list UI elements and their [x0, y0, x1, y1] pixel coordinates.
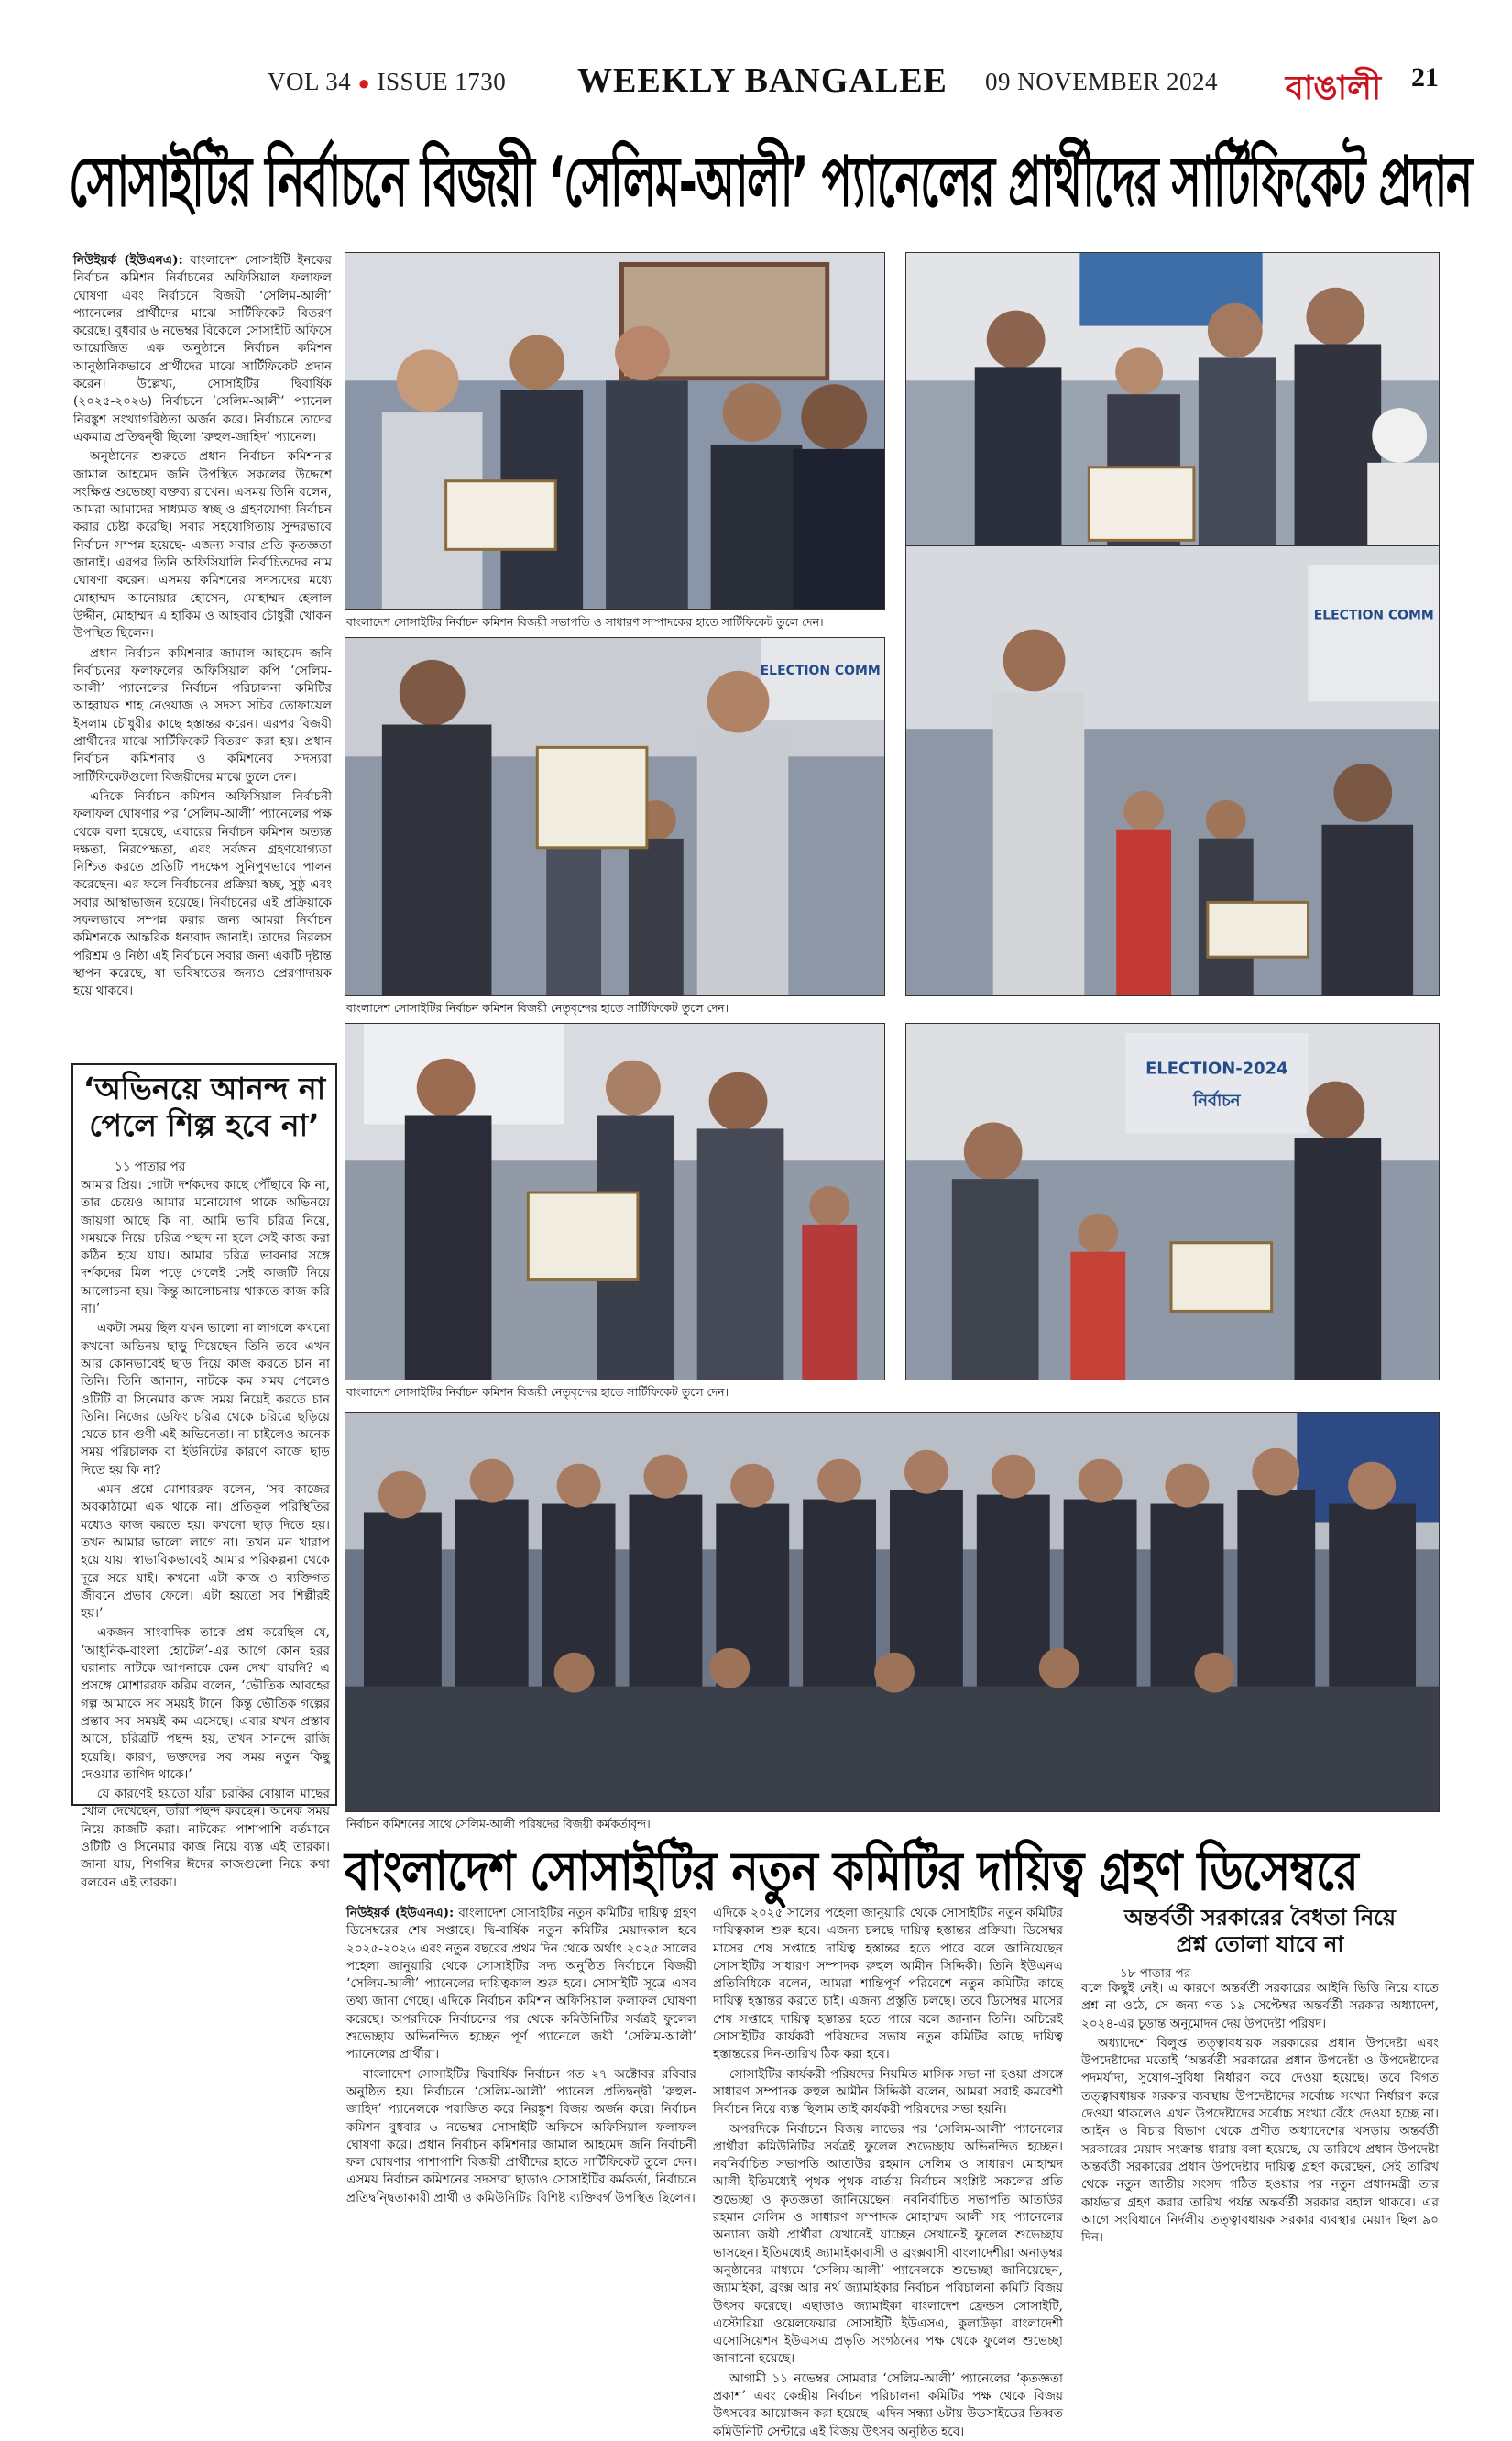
issue-date: 09 NOVEMBER 2024 — [985, 68, 1219, 95]
feature-body — [81, 1177, 330, 1890]
feature-title-line-1: ‘অভিনয়ে আনন্দ না — [82, 1071, 326, 1106]
feature-para-5: যে কারণেই হয়তো যাঁরা চরকির বোয়াল মাছের খোল দেখেছেন, তাঁরা পছন্দ করছেন। অনেক সময় নিয়ে কাজটি করা। নাটকের পাশাপাশি বর্তমানে ওটিটি ও সিনেমার কাজ নিয়ে ব্যস্ত এই তারকা। জানা যায়, শিগগির ঈদের কাজগুলো নিয়ে কথা বলবেন এই তারকা। — [81, 1787, 330, 1890]
article1-para-4: এদিকে নির্বাচন কমিশন অফিসিয়াল নির্বাচনী ফলাফল ঘোষণার পর ‘সেলিম-আলী’ প্যানেলের পক্ষ থেকে বলা হয়েছে, এবারের নির্বাচন কমিশন অত্যন্ত দক্ষতা, নিরপেক্ষতা, এবং সর্বজন গ্রহণযোগ্যতা নিশ্চিত করতে প্রতিটি পদক্ষেপ সুনিপুণভাবে পালন করেছেন। এর ফলে নির্বাচনের প্রক্রিয়া স্বচ্ছ, সুষ্ঠু এবং সবার আস্থাভাজন হয়েছে। নির্বাচনের এই প্রক্রিয়াকে সফলভাবে সম্পন্ন করার জন্য আমরা নির্বাচন কমিশনকে আন্তরিক ধন্যবাদ জানাই। তাদের নিরলস পরিশ্রম ও নিষ্ঠা এই নির্বাচনে সবার জন্য একটি দৃষ্টান্ত স্থাপন করেছে, যা ভবিষ্যতের জন্যও প্রেরণাদায়ক হয়ে থাকবে। — [73, 788, 332, 999]
article2-para-2: বাংলাদেশ সোসাইটির দ্বিবার্ষিক নির্বাচন গত ২৭ অক্টোবর রবিবার অনুষ্ঠিত হয়। নির্বাচনে ‘সেলিম-আলী’ প্যানেল প্রতিদ্বন্দ্বী ‘রুহুল-জাহিদ’ প্যানেলকে পরাজিত করে নিরঙ্কুশ বিজয় অর্জন করে। নির্বাচন কমিশন বুধবার ৬ নভেম্বর সোসাইটি অফিসে অফিসিয়াল ফলাফল ঘোষণা করে। প্রধান নির্বাচন কমিশনার জামাল আহমেদ জনি নির্বাচনী ফল ঘোষণার পাশাপাশি বিজয়ী প্রার্থীদের হাতে সার্টিফিকেট তুলে দেন। এসময় নির্বাচন কমিশনের সদস্যরা ছাড়াও সোসাইটির কর্মকর্তা, নির্বাচনে প্রতিদ্বন্দ্বিতাকারী প্রার্থী ও কমিউনিটির বিশিষ্ট ব্যক্তিবর্গ উপস্থিত ছিলেন। — [346, 2066, 696, 2205]
article2-para-1: নিউইয়র্ক (ইউএনএ): বাংলাদেশ সোসাইটির নতুন কমিটির দায়িত্ব গ্রহণ ডিসেম্বরের শেষ সপ্তাহে। দ্বি-বার্ষিক নতুন কমিটির মেয়াদকাল হবে ২০২৫-২০২৬ এবং নতুন বছরের প্রথম দিন থেকে অর্থাৎ ২০২৫ সালের পহেলা জানুয়ারি থেকে সোসাইটির সদ্য অনুষ্ঠিত নির্বাচনে বিজয়ী ‘সেলিম-আলী’ প্যানেলের দায়িত্বকাল শুরু হবে। সোসাইটি সূত্রে এসব তথ্য জানা গেছে। এদিকে নির্বাচন কমিশন অফিসিয়াল ফলাফল ঘোষণা করেছে। অপরদিকে নির্বাচনের পর থেকে কমিউনিটির সর্বত্রই ফুলেল শুভেচ্ছায় অভিনন্দিত হচ্ছেন পূর্ণ প্যানেলে জয়ী ‘সেলিম-আলী’ প্যানেলের প্রার্থীরা। — [346, 1906, 697, 2062]
second-headline: বাংলাদেশ সোসাইটির নতুন কমিটির দায়িত্ব গ্রহণ ডিসেম্বরে — [345, 1840, 1359, 1903]
photo-caption-3: বাংলাদেশ সোসাইটির নির্বাচন কমিশন বিজয়ী নেতৃবৃন্দের হাতে সার্টিফিকেট তুলে দেন। — [346, 1385, 729, 1399]
photo-caption-2: বাংলাদেশ সোসাইটির নির্বাচন কমিশন বিজয়ী নেতৃবৃন্দের হাতে সার্টিফিকেট তুলে দেন। — [346, 1001, 729, 1015]
article2-para-3: এদিকে ২০২৫ সালের পহেলা জানুয়ারি থেকে সোসাইটির নতুন কমিটির দায়িত্বকাল শুরু হবে। এজন্য চলছে দায়িত্ব হস্তান্তর প্রক্রিয়া। ডিসেম্বর মাসের শেষ সপ্তাহে দায়িত্ব হস্তান্তর হতে পারে বলে জানিয়েছেন সোসাইটির সাধারণ সম্পাদক রুহুল আমীন সিদ্দিকী। তিনি ইউএনএ প্রতিনিধিকে বলেন, আমরা শান্তিপূর্ণ পরিবেশে নতুন কমিটির কাছে দায়িত্ব হস্তান্তর করতে চাই। এজন্য প্রস্তুতি চলছে। তবে ডিসেম্বর মাসের শেষ সপ্তাহে দায়িত্ব হস্তান্তর হতে পারে বলে জানান তিনি। অচিরেই সোসাইটির কার্যকরী পরিষদের সভায় নতুন কমিটির কাছে দায়িত্ব হস্তান্তরের দিন-তারিখ ঠিক করা হবে। — [713, 1906, 1063, 2062]
article3-body — [1081, 1980, 1439, 2246]
masthead-vol — [268, 68, 506, 96]
feature-para-1: আমার প্রিয়। গোটা দর্শকদের কাছে পৌঁছাবে কি না, তার চেয়েও আমার মনোযোগ থাকে অভিনয়ে জায়গা আছে কি না, আমি ভাবি চরিত্র নিয়ে, সময়কে নিয়ে। চরিত্র পছন্দ না হলে সেই কাজ করা কঠিন হয়ে যায়। আমার চরিত্র ভাবনার সঙ্গে দর্শকদের মিল পড়ে গেলেই সেই কাজটি নিয়ে আলোচনা হয়। কিন্তু আলোচনায় থাকতে কাজ করি না।’ — [81, 1178, 330, 1317]
feature-title-line-2: পেলে শিল্প হবে না’ — [89, 1107, 320, 1144]
article3-page-ref: ১৮ পাতার পর — [1120, 1966, 1191, 1981]
article1-body — [73, 252, 332, 1054]
article2-col-2 — [713, 1905, 1063, 2439]
banner-text-4: নির্বাচন — [1193, 1091, 1241, 1111]
bullet-dot-icon: ● — [357, 71, 371, 94]
page-number: 21 — [1411, 62, 1439, 93]
logo-text: বাঙালী — [1285, 70, 1382, 107]
article1-para-1: নিউইয়র্ক (ইউএনএ): বাংলাদেশ সোসাইটি ইনকের নির্বাচন কমিশন নির্বাচনের অফিসিয়াল ফলাফল ঘোষণা এবং নির্বাচনে বিজয়ী ‘সেলিম-আলী’ প্যানেলের প্রার্থীদের মাঝে সার্টিফিকেট বিতরণ করেছে। বুধবার ৬ নভেম্বর বিকেলে সোসাইটি অফিসে আয়োজিত এক অনুষ্ঠানে নির্বাচন কমিশন আনুষ্ঠানিকভাবে প্রার্থীদের মাঝে সার্টিফিকেট প্রদান করেন। উল্লেখ্য, সোসাইটির দ্বিবার্ষিক (২০২৫-২০২৬) নির্বাচনে ‘সেলিম-আলী’ প্যানেল নিরঙ্কুশ সংখ্যাগরিষ্ঠতা অর্জন করে। নির্বাচনে তাদের একমাত্র প্রতিদ্বন্দ্বী ছিলো ‘রুহুল-জাহিদ’ প্যানেল। — [73, 253, 332, 445]
photo-certificate-4 — [905, 545, 1440, 996]
feature-para-3: এমন প্রশ্নে মোশাররফ বলেন, ‘সব কাজের অবকাঠামো এক থাকে না। প্রতিকূল পরিস্থিতির মধ্যেও কাজ করতে হয়। কখনো ছাড় দিতে হয়। তখন আমার ভালো লাগে না। তখন মন খারাপ হয়ে যায়। স্বাভাবিকভাবেই আমার পরিকল্পনা থেকে দূরে সরে যাই। কখনো এটা কাজ ও ব্যক্তিগত জীবনে প্রভাব ফেলে। এটা হয়তো সব শিল্পীরই হয়।’ — [81, 1482, 330, 1622]
volume-number: VOL 34 — [268, 68, 352, 95]
article3-title — [1081, 1905, 1439, 1959]
article2-para-5: অপরদিকে নির্বাচনে বিজয় লাভের পর ‘সেলিম-আলী’ প্যানেলের প্রার্থীরা কমিউনিটির সর্বত্রই ফুলেল শুভেচ্ছায় অভিনন্দিত হচ্ছেন। নবনির্বাচিত সভাপতি আতাউর রহমান সেলিম ও সাধারণ মোহাম্মদ আলী ইতিমধ্যেই পৃথক পৃথক বার্তায় নির্বাচন সংশ্লিষ্ট সকলের প্রতি শুভেচ্ছা ও কৃতজ্ঞতা জানিয়েছেন। নবনির্বাচিত সভাপতি আতাউর রহমান সেলিম ও সাধারণ সম্পাদক মোহাম্মদ আলী সহ প্যানেলের অন্যান্য জয়ী প্রার্থীরা যেখানেই যাচ্ছেন সেখানেই ফুলেল শুভেচ্ছায় ভাসছেন। ইতিমধ্যেই জ্যামাইকাবাসী ও ব্রংক্সবাসী বাংলাদেশীরা অনাড়ম্বর অনুষ্ঠানের মাধ্যমে ‘সেলিম-আলী’ প্যানেলকে শুভেচ্ছা জানিয়েছেন, জ্যামাইকা, ব্রংক্স আর নর্থ জ্যামাইকার নির্বাচন পরিচালনা কমিটি বিজয় উৎসব করেছে। এছাড়াও জ্যামাইকা বাংলাদেশ ফ্রেন্ডস সোসাইটি, এস্টোরিয়া ওয়েলফেয়ার সোসাইটি ইউএসএ, কুলাউড়া বাংলাদেশী এসোসিয়েশন ইউএসএ প্রভৃতি সংগঠনের পক্ষ থেকে ফুলেল শুভেচ্ছা জানানো হয়েছে। — [713, 2121, 1063, 2367]
paper-name: WEEKLY BANGALEE — [577, 61, 948, 100]
article1-para-3: প্রধান নির্বাচন কমিশনার জামাল আহমেদ জনি নির্বাচনের ফলাফলের অফিসিয়াল কপি ‘সেলিম-আলী’ প্যানেলের নির্বাচন পরিচালনা কমিটির আহ্বায়ক শাহ নেওয়াজ ও সদস্য সচিব তোফায়েল ইসলাম চৌধুরীর কাছে হস্তান্তর করেন। এরপর বিজয়ী প্রার্থীদের মাঝে সার্টিফিকেট বিতরণ করা হয়। প্রধান নির্বাচন কমিশনার ও কমিশনের সদস্যরা সার্টিফিকেটগুলো বিজয়ীদের মাঝে তুলে দেন। — [73, 645, 332, 785]
photo-caption-1: বাংলাদেশ সোসাইটির নির্বাচন কমিশন বিজয়ী সভাপতি ও সাধারণ সম্পাদকের হাতে সার্টিফিকেট তুলে দেন। — [346, 615, 824, 629]
article2-col-1 — [346, 1905, 697, 2205]
article3-para-1: বলে কিছুই নেই। এ কারণে অন্তর্বর্তী সরকারের আইনি ভিত্তি নিয়ে যাতে প্রশ্ন না ওঠে, সে জন্য গত ১৯ সেপ্টেম্বর অন্তর্বর্তী সরকার অধ্যাদেশ, ২০২৪-এর চূড়ান্ত অনুমোদন দেয় উপদেষ্টা পরিষদ। — [1081, 1981, 1439, 2031]
photo-caption-4: নির্বাচন কমিশনের সাথে সেলিম-আলী পরিষদের বিজয়ী কর্মকর্তাবৃন্দ। — [346, 1817, 651, 1831]
photo-certificate-6 — [905, 1023, 1440, 1380]
feature-para-2: একটা সময় ছিল যখন ভালো না লাগলে কখনো কখনো অভিনয় ছাড়ু দিয়েছেন তিনি তবে এখন আর কোনভাবেই ছাড় দিয়ে কাজ করতে চান না তিনি। তিনি জানান, নাটকে কম সময় পেলেও ওটিটি বা সিনেমার কাজ সময় নিয়েই করতে চান তিনি। নিজের ডেফিং চরিত্র থেকে চরিত্রে ছড়িয়ে যেতে চান গুণী এই অভিনেতা। না চাইলেও অনেক সময় পরিচালক বা ইউনিটের কারণে কাজে ছাড় দিতে হয় কি না? — [81, 1321, 330, 1478]
photo-certificate-1 — [345, 252, 885, 610]
feature-page-ref: ১১ পাতার পর — [115, 1160, 186, 1174]
article2-para-4: সোসাইটির কার্যকরী পরিষদের নিয়মিত মাসিক সভা না হওয়া প্রসঙ্গে সাধারণ সম্পাদক রুহুল আমীন সিদ্দিকী বলেন, আমরা সবাই কমবেশী নির্বাচন নিয়ে ব্যস্ত ছিলাম তাই কার্যকরী পরিষদের সভা হয়নি। — [713, 2066, 1063, 2117]
photo-group — [345, 1412, 1440, 1812]
photo-certificate-5 — [345, 1023, 885, 1380]
banner-text-3: ELECTION-2024 — [1145, 1059, 1288, 1079]
feature-para-4: একজন সাংবাদিক তাকে প্রশ্ন করেছিল যে, ‘আধুনিক-বাংলা হোটেল’-এর আগে কোন হরর ঘরানার নাটকে আপনাকে কেন দেখা যায়নি? এ প্রসঙ্গে মোশাররফ করিম বলেন, ‘ভৌতিক আবহের গল্প আমাকে সব সময়ই টানে। কিন্তু ভৌতিক গল্পের প্রস্তাব সব সময়ই কম এসেছে। এবার যখন প্রস্তাব আসে, চরিত্রটি পছন্দ হয়, তখন সানন্দে রাজি হয়েছি। কারণ, ভক্তদের সব সময় নতুন কিছু দেওয়ার তাগিদ থাকে।’ — [81, 1625, 330, 1782]
main-headline: সোসাইটির নির্বাচনে বিজয়ী ‘সেলিম-আলী’ প্যানেলের প্রার্থীদের সার্টিফিকেট প্রদান — [69, 141, 1472, 224]
article3-title-line-2: প্রশ্ন তোলা যাবে না — [1176, 1931, 1344, 1958]
article1-para-2: অনুষ্ঠানের শুরুতে প্রধান নির্বাচন কমিশনার জামাল আহমেদ জনি উপস্থিত সকলের উদ্দেশে সংক্ষিপ্ত শুভেচ্ছা বক্তব্য রাখেন। এসময় তিনি বলেন, আমরা আমাদের সাধ্যমত স্বচ্ছ ও গ্রহণযোগ্য নির্বাচন করার চেষ্টা করেছি। সবার সহযোগিতায় সুন্দরভাবে নির্বাচন সম্পন্ন হয়েছে- এজন্য সবার প্রতি কৃতজ্ঞতা জানাই। এরপর তিনি অফিসিয়ালি নির্বাচিতদের নাম ঘোষণা করেন। এসময় কমিশনের সদস্যদের মধ্যে মোহাম্মদ আনোয়ার হোসেন, মোহাম্মদ হেলাল উদ্দীন, মোহাম্মদ এ হাকিম ও আহবাব চৌধুরী খোকন উপস্থিত ছিলেন। — [73, 449, 332, 642]
paper-logo — [1274, 55, 1393, 108]
article2-dateline: নিউইয়র্ক (ইউএনএ): — [346, 1906, 455, 1920]
banner-text-2: ELECTION COMM — [1313, 608, 1434, 623]
article3-para-2: অধ্যাদেশে বিলুপ্ত তত্ত্বাবধায়ক সরকারের প্রধান উপদেষ্টা এবং উপদেষ্টাদের মতোই ‘অন্তর্বর্তী সরকারের প্রধান উপদেষ্টা ও উপদেষ্টাদের পদমর্যাদা, সুযোগ-সুবিধা নির্ধারণ করে দেওয়া হয়েছে। তবে বিগত তত্ত্বাবধায়ক সরকার ব্যবস্থায় উপদেষ্টাদের সর্বোচ্চ সংখ্যা নির্ধারণ করে দেওয়া থাকলেও এখন উপদেষ্টাদের সর্বোচ্চ সংখ্যা বেঁধে দেওয়া হচ্ছে না। আইন ও বিচার বিভাগ থেকে প্রণীত অধ্যাদেশের খসড়ায় অন্তর্বর্তী সরকারের মেয়াদ সংক্রান্ত ধারায় বলা হয়েছে, যে তারিখে প্রধান উপদেষ্টা অন্তর্বর্তী সরকারের প্রধান উপদেষ্টার দায়িত্ব গ্রহণ করেছেন, সেই তারিখ থেকে নতুন জাতীয় সংসদ গঠিত হওয়ার পর নতুন প্রধানমন্ত্রী তার কার্যভার গ্রহণ করার তারিখ পর্যন্ত অন্তর্বর্তী সরকার বহাল থাকবে। এর আগে সংবিধানে নির্দলীয় তত্ত্বাবধায়ক সরকার ব্যবস্থার মেয়াদ ছিল ৯০ দিন। — [1081, 2035, 1439, 2246]
article3-title-line-1: অন্তর্বর্তী সরকারের বৈধতা নিয়ে — [1124, 1905, 1396, 1930]
banner-text-1: ELECTION COMM — [760, 663, 881, 678]
article2-para-6: আগামী ১১ নভেম্বর সোমবার ‘সেলিম-আলী’ প্যানেলের ‘কৃতজ্ঞতা প্রকাশ’ এবং কেন্দ্রীয় নির্বাচন পরিচালনা কমিটির পক্ষ থেকে বিজয় উৎসবের আয়োজন করা হয়েছে। এদিন সন্ধ্যা ৬টায় উডসাইডের তিব্বত কমিউনিটি সেন্টারে এই বিজয় উৎসব অনুষ্ঠিত হবে। — [713, 2370, 1063, 2439]
article1-dateline: নিউইয়র্ক (ইউএনএ): — [73, 253, 183, 268]
photo-certificate-3 — [345, 637, 885, 996]
issue-number: ISSUE 1730 — [377, 68, 507, 95]
feature-title — [73, 1071, 335, 1145]
